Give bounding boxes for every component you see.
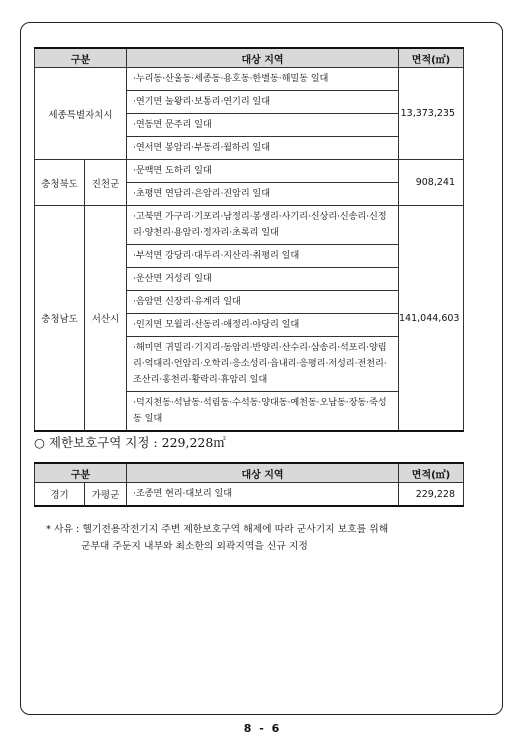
region-cell: 충청남도: [35, 206, 85, 432]
header-region: 대상 지역: [127, 463, 399, 483]
restricted-area-table: [34, 47, 464, 432]
target-area-cell: ·초평면 연담리·은암리·진암리 일대: [127, 183, 399, 206]
target-area-cell: ·문백면 도하리 일대: [127, 160, 399, 183]
target-area-cell: ·고북면 가구리·기포리·남정리·봉생리·사기리·신상리·신송리·신정리·양천리·용암리·정자리·초록리 일대: [127, 206, 399, 245]
target-area-cell: ·연동면 문주리 일대: [127, 114, 399, 137]
header-category: 구분: [35, 463, 127, 483]
page-number: 8 - 6: [243, 722, 282, 735]
reason-note: [46, 521, 466, 555]
target-area-cell: ·음암면 신장리·유계리 일대: [127, 291, 399, 314]
target-area-cell: ·연기면 눌왕리·보통리·연기리 일대: [127, 91, 399, 114]
target-area-cell: ·덕지천동·석남동·석림동·수석동·양대동·예천동·오남동·장동·죽성동 일대: [127, 392, 399, 432]
sub-region-cell: 진천군: [85, 160, 127, 206]
header-category: 구분: [35, 48, 127, 68]
area-value-cell: 908,241: [399, 160, 464, 206]
target-area-cell: ·부석면 강당리·대두리·지산리·취평리 일대: [127, 245, 399, 268]
target-area-cell: ·조종면 현리·대보리 일대: [127, 483, 399, 507]
target-area-cell: ·연서면 봉암리·부동리·월하리 일대: [127, 137, 399, 160]
note-line-1: * 사유 : 헬기전용작전기지 주변 제한보호구역 해제에 따라 군사기지 보호를 위해: [46, 524, 389, 535]
header-area: 면적(㎡): [399, 463, 464, 483]
header-region: 대상 지역: [127, 48, 399, 68]
area-value-cell: 13,373,235: [399, 68, 464, 160]
limited-protection-table: [34, 462, 464, 507]
sub-region-cell: 가평군: [85, 483, 127, 507]
area-value-cell: 141,044,603: [399, 206, 464, 432]
target-area-cell: ·누리동·산울동·세종동·용호동·한별동·해밀동 일대: [127, 68, 399, 91]
region-cell: 경기: [35, 483, 85, 507]
area-value-cell: 229,228: [399, 483, 464, 507]
target-area-cell: ·운산면 거성리 일대: [127, 268, 399, 291]
target-area-cell: ·인지면 모월리·산동리·애정리·야당리 일대: [127, 314, 399, 337]
header-area: 면적(㎡): [399, 48, 464, 68]
region-cell: 충청북도: [35, 160, 85, 206]
section-title: ○ 제한보호구역 지정 : 229,228㎡: [34, 435, 226, 450]
region-cell: 세종특별자치시: [35, 68, 127, 160]
target-area-cell: ·해미면 귀밀리·기지리·동암리·반양리·산수리·삼송리·석포리·양림리·억대리·언암리·오학리·응소성리·읍내리·응평리·저성리·전천리·조산리·홍천리·황락리·휴암리 일대: [127, 337, 399, 392]
sub-region-cell: 서산시: [85, 206, 127, 432]
note-line-2: 군부대 주둔지 내부와 최소한의 외곽지역을 신규 지정: [81, 541, 308, 552]
